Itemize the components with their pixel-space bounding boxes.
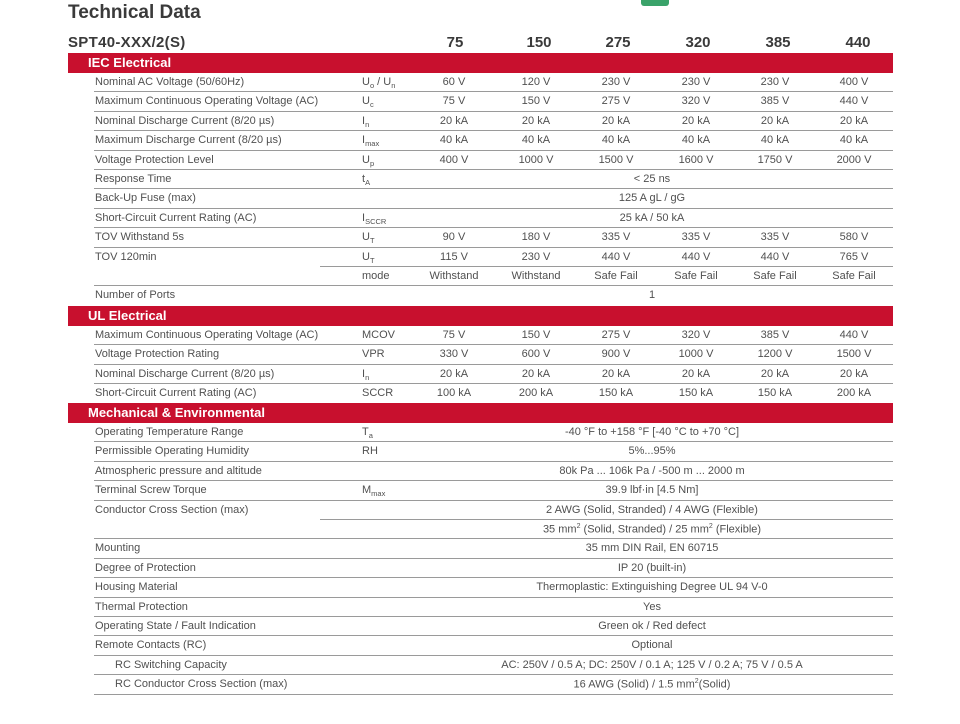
row-symbol: $U_T$ — [362, 250, 375, 265]
cell-value: 40 kA — [839, 134, 869, 147]
cell-value: 1750 V — [757, 153, 793, 166]
cell-value: 75 V — [442, 329, 466, 341]
cell-value: 275 V — [601, 95, 631, 108]
row-label: Maximum Continuous Operating Voltage (AC) — [95, 329, 319, 341]
cell-value: 385 V — [760, 329, 790, 341]
table-row — [68, 92, 893, 111]
table-row — [68, 442, 893, 461]
cell-value: 20 kA — [681, 367, 711, 380]
cell-value-spanning: Optional — [631, 639, 673, 652]
cell-value: 230 V — [601, 76, 631, 88]
cell-value: 200 kA — [836, 387, 872, 400]
page-title: Technical Data — [68, 2, 201, 23]
cell-value-spanning: 35 mm DIN Rail, EN 60715 — [585, 542, 719, 555]
row-label: Number of Ports — [95, 289, 176, 302]
table-row — [68, 326, 893, 345]
row-symbol: RH — [362, 445, 378, 458]
table-row — [68, 578, 893, 597]
row-label: Nominal AC Voltage (50/60Hz) — [95, 76, 245, 88]
table-row — [68, 501, 893, 520]
cell-value: 150 V — [521, 95, 551, 108]
model-col-385: 385 — [765, 34, 791, 51]
cell-value: 1600 V — [678, 153, 714, 166]
table-row — [68, 345, 893, 364]
model-col-275: 275 — [605, 34, 631, 51]
cell-value: 150 kA — [757, 387, 793, 400]
row-label: Short-Circuit Current Rating (AC) — [95, 211, 257, 224]
cell-value: 20 kA — [439, 367, 469, 380]
table-row — [68, 267, 893, 286]
table-row — [68, 170, 893, 189]
cell-value: 1200 V — [757, 348, 793, 361]
row-symbol: $M_{max}$ — [362, 484, 386, 499]
row-symbol: $U_T$ — [362, 231, 375, 246]
cell-value: 600 V — [521, 348, 551, 361]
table-row — [68, 675, 893, 694]
table-row — [68, 481, 893, 500]
cell-value: Withstand — [511, 270, 561, 282]
table-row — [68, 131, 893, 150]
table-row — [68, 617, 893, 636]
cell-value: Safe Fail — [832, 270, 876, 282]
model-col-75: 75 — [446, 34, 464, 51]
row-symbol: $I_{max}$ — [362, 134, 380, 149]
cell-value: 320 V — [681, 95, 711, 108]
table-row — [68, 151, 893, 170]
cell-value: 335 V — [681, 231, 711, 244]
row-label: Short-Circuit Current Rating (AC) — [95, 387, 257, 400]
row-label: Nominal Discharge Current (8/20 µs) — [95, 367, 275, 380]
row-symbol: $U_p$ — [362, 153, 375, 168]
model-header-row — [68, 32, 893, 52]
cell-value: 320 V — [681, 329, 711, 341]
cell-value: 40 kA — [601, 134, 631, 147]
row-label: TOV 120min — [95, 250, 157, 263]
cell-value: 20 kA — [439, 114, 469, 127]
row-label: TOV Withstand 5s — [95, 231, 185, 244]
cell-value: Safe Fail — [594, 270, 638, 282]
row-symbol: $U_o / U_n$ — [362, 76, 396, 91]
cell-value: 40 kA — [681, 134, 711, 147]
table-row — [68, 559, 893, 578]
table-row — [68, 423, 893, 442]
row-label: Voltage Protection Rating — [95, 348, 220, 361]
cell-value-spanning: 1 — [648, 289, 656, 302]
table-row — [68, 365, 893, 384]
row-symbol: $I_n$ — [362, 114, 370, 129]
table-row — [68, 228, 893, 247]
table-row — [68, 656, 893, 675]
cell-value: 40 kA — [521, 134, 551, 147]
cell-value-spanning: < 25 ns — [633, 173, 671, 185]
cell-value: 115 V — [440, 250, 468, 263]
cell-value: 20 kA — [760, 114, 790, 127]
cell-value: 765 V — [839, 250, 869, 263]
cell-value-spanning: Yes — [643, 600, 661, 613]
row-label: Housing Material — [95, 581, 178, 594]
cell-value: 440 V — [601, 250, 631, 263]
cell-value: 400 V — [439, 153, 469, 166]
row-label: Terminal Screw Torque — [95, 484, 207, 497]
cell-value: 230 V — [681, 76, 711, 88]
cell-value: 150 kA — [598, 387, 634, 400]
cell-value: 90 V — [442, 231, 466, 244]
table-row — [68, 189, 893, 208]
row-label: RC Switching Capacity — [115, 658, 227, 671]
cell-value: 580 V — [839, 231, 869, 244]
cell-value: 20 kA — [601, 114, 631, 127]
cell-value: 440 V — [839, 329, 869, 341]
section-mechanical-environmental: Mechanical & Environmental — [68, 403, 893, 423]
table-row — [68, 209, 893, 228]
cell-value-spanning: 2 AWG (Solid, Stranded) / 4 AWG (Flexible) — [546, 503, 758, 516]
table-row — [68, 636, 893, 655]
cell-value-spanning: 35 $mm^2$ (Solid, Stranded) / 25 $mm^2$ (Flexible) — [542, 523, 762, 536]
cell-value-spanning: 39.9 lbf·in [4.5 Nm] — [605, 484, 699, 497]
cell-value: 230 V — [760, 76, 790, 88]
row-symbol: $t_A$ — [362, 173, 371, 188]
cell-value: 275 V — [601, 329, 631, 341]
cell-value: 900 V — [601, 348, 631, 361]
row-label: Operating State / Fault Indication — [95, 620, 256, 632]
cell-value: 20 kA — [601, 367, 631, 380]
cell-value: 440 V — [681, 250, 711, 263]
row-label: Thermal Protection — [95, 600, 188, 613]
cell-value: 20 kA — [760, 367, 790, 380]
cell-value: 40 kA — [760, 134, 790, 147]
cell-value: 335 V — [760, 231, 790, 244]
cell-value: 2000 V — [836, 153, 872, 166]
product-image-edge — [641, 0, 669, 6]
row-symbol: $U_c$ — [362, 95, 374, 110]
cell-value: 335 V — [601, 231, 631, 244]
cell-value-spanning: Thermoplastic: Extinguishing Degree UL 94 V-0 — [536, 581, 768, 594]
table-row — [68, 520, 893, 539]
cell-value: 1000 V — [678, 348, 714, 361]
cell-value: 400 V — [839, 76, 869, 88]
row-label: Nominal Discharge Current (8/20 µs) — [95, 114, 275, 127]
cell-value-spanning: 16 AWG (Solid) / 1.5 $mm^2(Solid)$ — [573, 678, 731, 691]
cell-value-spanning: Green ok / Red defect — [598, 620, 706, 632]
cell-value: 60 V — [442, 76, 466, 88]
row-label: Voltage Protection Level — [95, 153, 214, 166]
table-row — [68, 384, 893, 403]
model-col-440: 440 — [845, 34, 871, 51]
row-symbol: VPR — [362, 348, 385, 361]
row-label: Degree of Protection — [95, 561, 196, 574]
cell-value: 20 kA — [681, 114, 711, 127]
cell-value: 20 kA — [839, 367, 869, 380]
cell-value-spanning: 80k Pa ... 106k Pa / -500 m ... 2000 m — [559, 464, 745, 477]
cell-value: 330 V — [439, 348, 469, 361]
cell-value-spanning: -40 °F to +158 °F [-40 °C to +70 °C] — [564, 426, 740, 438]
model-name: SPT40-XXX/2(S) — [68, 34, 186, 51]
model-col-320: 320 — [685, 34, 711, 51]
section-iec-electrical: IEC Electrical — [68, 53, 893, 73]
cell-value: 1500 V — [836, 348, 872, 361]
cell-value: 385 V — [760, 95, 790, 108]
row-symbol: mode — [362, 270, 390, 282]
row-label: Operating Temperature Range — [95, 426, 244, 438]
cell-value: 20 kA — [521, 367, 551, 380]
row-symbol: $I_n$ — [362, 367, 370, 382]
cell-value: Safe Fail — [674, 270, 718, 282]
cell-value-spanning: 125 A gL / gG — [618, 192, 686, 205]
row-label: Back-Up Fuse (max) — [95, 192, 196, 205]
cell-value-spanning: 25 kA / 50 kA — [619, 211, 685, 224]
row-symbol: MCOV — [362, 329, 395, 341]
row-label: Maximum Continuous Operating Voltage (AC) — [95, 95, 319, 108]
row-divider — [94, 694, 893, 695]
cell-value: 20 kA — [839, 114, 869, 127]
table-row — [68, 462, 893, 481]
table-row — [68, 598, 893, 617]
row-label: Permissible Operating Humidity — [95, 445, 250, 458]
table-row — [68, 73, 893, 92]
cell-value: 230 V — [521, 250, 551, 263]
row-label: Remote Contacts (RC) — [95, 639, 207, 652]
cell-value: 100 kA — [436, 387, 472, 400]
cell-value: 180 V — [521, 231, 551, 244]
cell-value: 200 kA — [518, 387, 554, 400]
row-symbol: SCCR — [362, 387, 394, 400]
row-label: Maximum Discharge Current (8/20 µs) — [95, 134, 282, 147]
table-row — [68, 539, 893, 558]
table-row — [68, 286, 893, 305]
model-col-150: 150 — [526, 34, 552, 51]
cell-value: 150 V — [521, 329, 551, 341]
cell-value: 1000 V — [518, 153, 554, 166]
row-symbol: $I_{SCCR}$ — [362, 211, 387, 226]
row-label: Atmospheric pressure and altitude — [95, 464, 262, 477]
cell-value-spanning: AC: 250V / 0.5 A; DC: 250V / 0.1 A; 125 V / 0.2 A; 75 V / 0.5 A — [501, 658, 803, 671]
row-label: Response Time — [95, 173, 172, 185]
cell-value: Safe Fail — [753, 270, 797, 282]
row-label: Mounting — [95, 542, 141, 555]
cell-value: 40 kA — [439, 134, 469, 147]
cell-value: 20 kA — [521, 114, 551, 127]
cell-value: Withstand — [429, 270, 479, 282]
cell-value-spanning: 5%...95% — [628, 445, 676, 458]
table-row — [68, 112, 893, 131]
section-ul-electrical: UL Electrical — [68, 306, 893, 326]
cell-value: 440 V — [839, 95, 869, 108]
cell-value: 150 kA — [678, 387, 714, 400]
cell-value: 440 V — [760, 250, 790, 263]
table-row — [68, 248, 893, 267]
cell-value: 120 V — [521, 76, 551, 88]
row-label: Conductor Cross Section (max) — [95, 503, 249, 516]
row-label: RC Conductor Cross Section (max) — [115, 678, 288, 691]
row-symbol: $T_a$ — [362, 426, 373, 441]
cell-value-spanning: IP 20 (built-in) — [617, 561, 687, 574]
cell-value: 1500 V — [598, 153, 634, 166]
cell-value: 75 V — [442, 95, 466, 108]
